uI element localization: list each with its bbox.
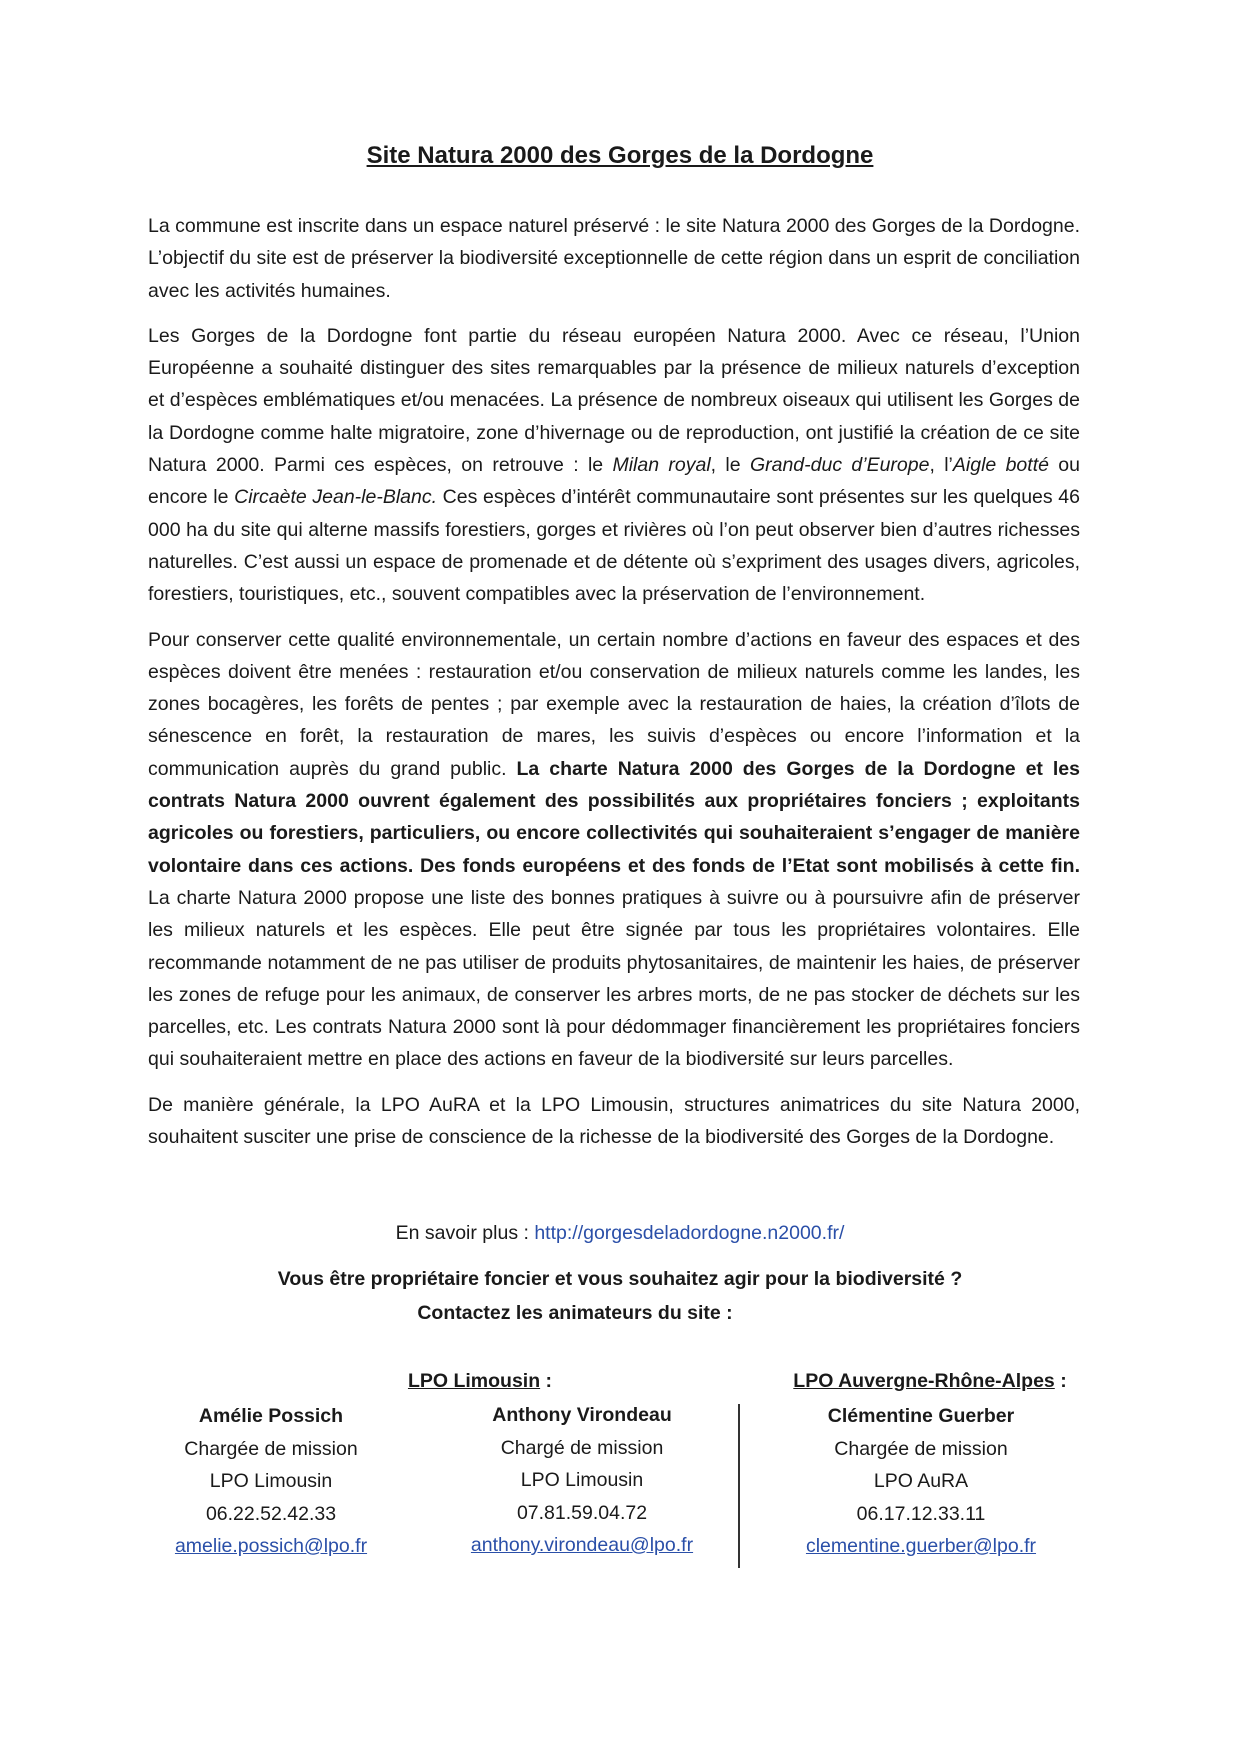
contact-prompt: Contactez les animateurs du site : xyxy=(417,1302,733,1324)
contact-email-link[interactable]: anthony.virondeau@lpo.fr xyxy=(470,1534,694,1556)
species-grand-duc: Grand-duc d’Europe xyxy=(749,454,930,477)
contact-org: LPO Limousin xyxy=(209,1470,333,1492)
website-link[interactable]: http://gorgesdeladordogne.n2000.fr/ xyxy=(534,1222,845,1244)
owner-question: Vous être propriétaire foncier et vous souhaitez agir pour la biodiversité ? xyxy=(277,1268,963,1290)
contact-phone: 06.17.12.33.11 xyxy=(856,1502,986,1525)
more-info-label: En savoir plus : xyxy=(395,1222,535,1244)
contact-role: Chargée de mission xyxy=(834,1437,1008,1460)
contact-org: LPO AuRA xyxy=(873,1470,969,1492)
separator: ou encore le xyxy=(148,454,1080,509)
org-heading-limousin xyxy=(330,1370,630,1393)
separator: , l’ xyxy=(929,454,953,477)
org-name-limousin: LPO Limousin xyxy=(407,1370,541,1392)
org-heading-suffix: : xyxy=(1054,1370,1067,1392)
contact-role: Chargée de mission xyxy=(184,1437,358,1460)
column-divider xyxy=(738,1404,740,1568)
contact-email-link[interactable]: amelie.possich@lpo.fr xyxy=(174,1535,368,1557)
paragraph-network-text-2: Ces espèces d’intérêt communautaire sont présentes sur les quelques 46 000 ha du site qui alterne massifs forestiers, gorges et rivières où l’on peut observer bien d’autres richesses naturelles. C’est aussi un espace de promenade et de détente où s’expriment des usages divers, agricoles, forestiers, touristiques, etc., souvent compatibles avec la préservation de l’environnement. xyxy=(148,486,1080,606)
species-circaete: Circaète Jean-le-Blanc. xyxy=(234,486,438,509)
paragraph-actions-text-1: Pour conserver cette qualité environnementale, un certain nombre d’actions en faveur des espaces et des espèces doivent être menées : restauration et/ou conservation de milieux naturels comme les landes, les zones bocagères, les forêts de pentes ; par exemple avec la restauration de haies, la création d’îlots de sénescence en forêt, la restauration de mares, les suivis d’espèces ou encore l’information et la communication auprès du grand public. xyxy=(148,628,1080,780)
separator: , le xyxy=(710,454,750,477)
org-name-aura: LPO Auvergne-Rhône-Alpes xyxy=(793,1370,1055,1392)
org-heading-aura xyxy=(770,1370,1090,1393)
contact-org: LPO Limousin xyxy=(520,1469,644,1491)
contact-card-anthony xyxy=(442,1399,722,1562)
contact-name: Clémentine Guerber xyxy=(827,1405,1015,1427)
species-aigle-botte: Aigle botté xyxy=(952,454,1049,477)
contact-name: Amélie Possich xyxy=(198,1405,344,1427)
contact-card-clementine xyxy=(781,1400,1061,1563)
contact-phone: 06.22.52.42.33 xyxy=(205,1502,337,1525)
contact-phone: 07.81.59.04.72 xyxy=(516,1501,648,1524)
paragraph-network xyxy=(148,320,1080,611)
paragraph-intro: La commune est inscrite dans un espace naturel préservé : le site Natura 2000 des Gorges de la Dordogne. L’objectif du site est de préserver la biodiversité exceptionnelle de cette région dans un esprit de conciliation avec les activités humaines. xyxy=(148,215,1080,302)
paragraph-actions-text-2: La charte Natura 2000 propose une liste des bonnes pratiques à suivre ou à poursuivre afin de préserver les milieux naturels et les espèces. Elle peut être signée par tous les propriétaires volontaires. Elle recommande notamment de ne pas utiliser de produits phytosanitaires, de maintenir les haies, de préserver les zones de refuge pour les animaux, de conserver les arbres morts, de ne pas stocker de déchets sur les parcelles, etc. Les contrats Natura 2000 sont là pour dédommager financièrement les propriétaires fonciers qui souhaiteraient mettre en place des actions en faveur de la biodiversité sur leurs parcelles. xyxy=(148,886,1080,1071)
paragraph-network-text-1: Les Gorges de la Dordogne font partie du réseau européen Natura 2000. Avec ce réseau, l’Union Européenne a souhaité distinguer des sites remarquables par la présence de milieux naturels d’exception et d’espèces emblématiques et/ou menacées. La présence de nombreux oiseaux qui utilisent les Gorges de la Dordogne comme halte migratoire, zone d’hivernage ou de reproduction, ont justifié la création de ce site Natura 2000. Parmi ces espèces, on retrouve : le xyxy=(148,324,1080,477)
paragraph-conclusion: De manière générale, la LPO AuRA et la LPO Limousin, structures animatrices du site Natura 2000, souhaitent susciter une prise de conscience de la richesse de la biodiversité des Gorges de la Dordogne. xyxy=(148,1093,1080,1149)
species-milan-royal: Milan royal xyxy=(612,454,711,477)
contact-name: Anthony Virondeau xyxy=(492,1404,672,1426)
paragraph-actions-highlight: La charte Natura 2000 des Gorges de la Dordogne et les contrats Natura 2000 ouvrent également des possibilités aux propriétaires fonciers ; exploitants agricoles ou forestiers, particuliers, ou encore collectivités qui souhaiteraient s’engager de manière volontaire dans ces actions. Des fonds européens et des fonds de l’Etat sont mobilisés à cette fin. xyxy=(148,757,1080,877)
paragraph-actions xyxy=(148,624,1080,1076)
more-info-line xyxy=(0,1222,1240,1245)
contact-card-amelie xyxy=(131,1400,411,1563)
contact-role: Chargé de mission xyxy=(500,1436,664,1459)
org-heading-suffix: : xyxy=(540,1370,553,1392)
contact-email-link[interactable]: clementine.guerber@lpo.fr xyxy=(805,1535,1037,1557)
document-body xyxy=(148,210,1080,1166)
document-title: Site Natura 2000 des Gorges de la Dordogne xyxy=(366,142,874,169)
